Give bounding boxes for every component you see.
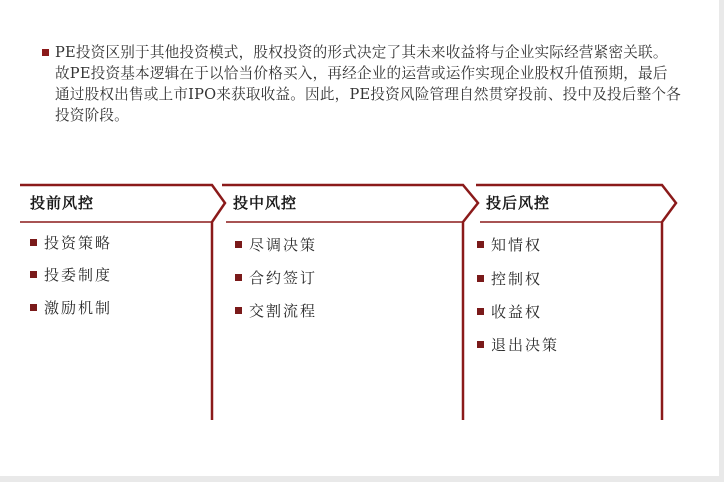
stage-item-label: 激励机制 xyxy=(44,298,113,317)
stage-item-label: 控制权 xyxy=(491,269,543,288)
stage-item-label: 尽调决策 xyxy=(249,235,318,254)
stage-item-label: 合约签订 xyxy=(249,268,318,287)
bullet-icon xyxy=(477,341,484,348)
intro-text: PE投资区别于其他投资模式，股权投资的形式决定了其未来收益将与企业实际经营紧密关联。故PE投资基本逻辑在于以恰当价格买入，再经企业的运营或运作实现企业股权升值预期，最后通过股权出售或上市IPO来获取收益。因此，PE投资风险管理自然贯穿投前、投中及投后整个各投资阶段。 xyxy=(55,44,681,124)
stage-title-post: 投后风控 xyxy=(486,194,551,212)
bullet-icon xyxy=(477,275,484,282)
stage-item-label: 退出决策 xyxy=(491,335,560,354)
stage-title-pre: 投前风控 xyxy=(30,194,95,212)
bullet-icon xyxy=(477,241,484,248)
bullet-icon xyxy=(477,308,484,315)
stage-item-label: 交割流程 xyxy=(249,301,318,320)
stage-item xyxy=(30,264,112,284)
bullet-icon xyxy=(30,239,37,246)
bullet-icon xyxy=(235,274,242,281)
stage-item xyxy=(477,301,542,321)
stage-item-label: 投委制度 xyxy=(44,265,113,284)
stage-item xyxy=(235,300,317,320)
stage-item xyxy=(235,234,317,254)
stage-item-label: 知情权 xyxy=(491,235,543,254)
stage-title-mid: 投中风控 xyxy=(233,194,298,212)
stage-item xyxy=(235,267,317,287)
stage-item-label: 收益权 xyxy=(491,302,543,321)
stage-item xyxy=(30,232,112,252)
stage-item xyxy=(477,234,542,254)
stage-item xyxy=(477,268,542,288)
bullet-icon xyxy=(30,304,37,311)
bullet-icon xyxy=(30,271,37,278)
stage-item xyxy=(477,334,559,354)
stage-item xyxy=(30,297,112,317)
bullet-icon xyxy=(235,241,242,248)
bullet-icon xyxy=(235,307,242,314)
stage-item-label: 投资策略 xyxy=(44,233,113,252)
